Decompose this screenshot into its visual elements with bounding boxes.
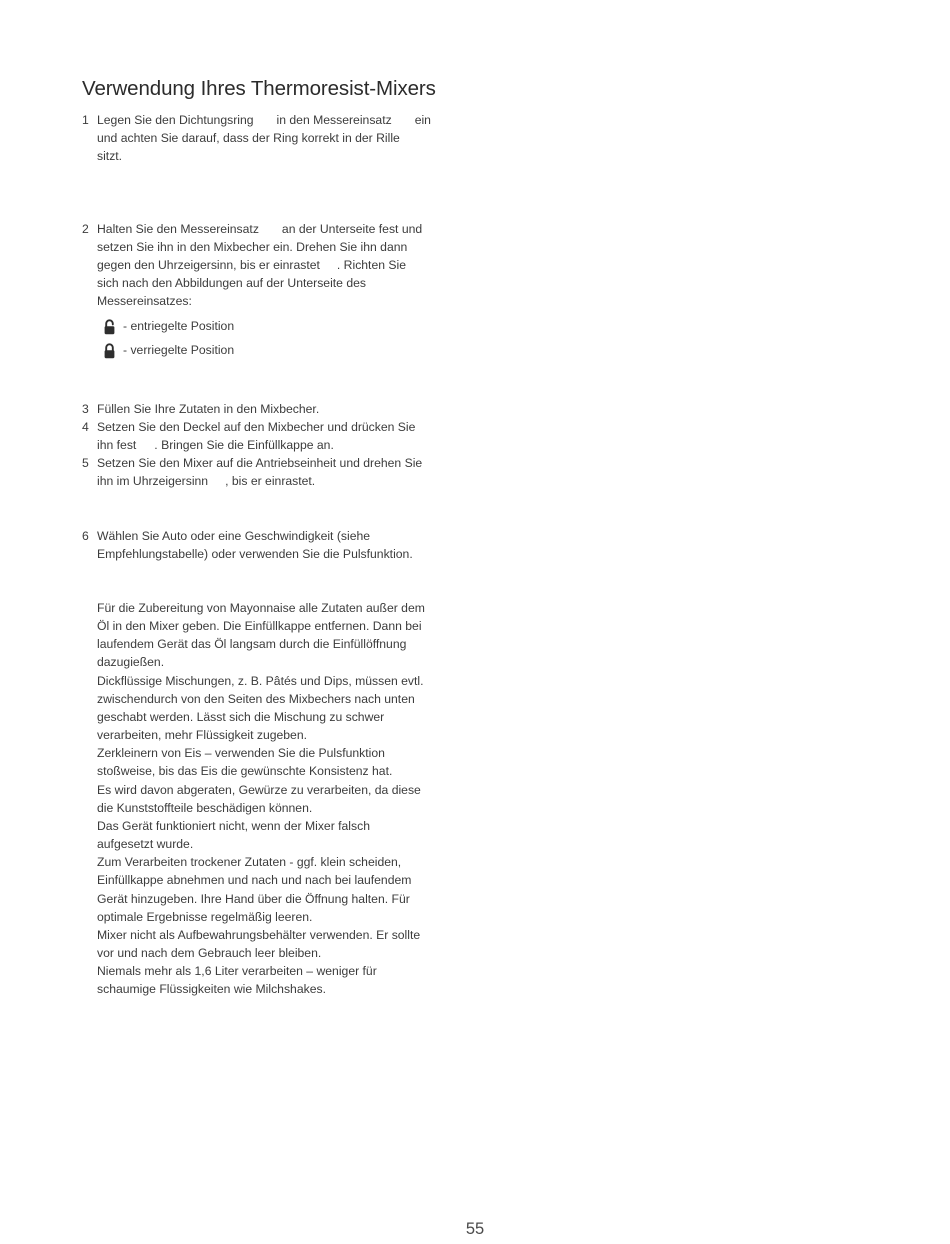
tip-line: geschabt werden. Lässt sich die Mischung zu schwer bbox=[97, 709, 385, 724]
tip-line: schaumige Flüssigkeiten wie Milchshakes. bbox=[97, 982, 326, 997]
tip-line: Mixer nicht als Aufbewahrungsbehälter verwenden. Er sollte bbox=[97, 927, 421, 942]
step-3 bbox=[82, 400, 472, 418]
locked-position-label: - verriegelte Position bbox=[123, 343, 235, 357]
step-line: Füllen Sie Ihre Zutaten in den Mixbecher. bbox=[97, 402, 320, 416]
step-6 bbox=[82, 527, 472, 563]
step-1 bbox=[82, 111, 472, 165]
step-number: 6 bbox=[82, 529, 89, 543]
step-number: 3 bbox=[82, 402, 89, 416]
step-5 bbox=[82, 454, 472, 490]
tip-line: zwischendurch von den Seiten des Mixbechers nach unten bbox=[97, 691, 415, 706]
step-number: 5 bbox=[82, 456, 89, 471]
step-line: Legen Sie den Dichtungsring in den Messereinsatz ein bbox=[97, 113, 431, 127]
locked-position-row bbox=[82, 341, 472, 365]
step-line: Setzen Sie den Mixer auf die Antriebseinheit und drehen Sie bbox=[97, 456, 423, 471]
tip-line: verarbeiten, mehr Flüssigkeit zugeben. bbox=[97, 728, 308, 743]
tip-line: Einfüllkappe abnehmen und nach und nach bei laufendem bbox=[97, 873, 412, 888]
steps-3-5 bbox=[82, 400, 472, 490]
lock-position-legend bbox=[82, 317, 472, 365]
step-line: Halten Sie den Messereinsatz an der Unterseite fest und bbox=[97, 222, 423, 236]
tip-line: dazugießen. bbox=[97, 655, 165, 670]
tip-line: Das Gerät funktioniert nicht, wenn der Mixer falsch bbox=[97, 818, 370, 833]
tip-line: stoßweise, bis das Eis die gewünschte Konsistenz hat. bbox=[97, 764, 393, 779]
tip-line: Zerkleinern von Eis – verwenden Sie die Pulsfunktion bbox=[97, 746, 385, 761]
step-line: Setzen Sie den Deckel auf den Mixbecher und drücken Sie bbox=[97, 420, 416, 435]
tip-line: Es wird davon abgeraten, Gewürze zu verarbeiten, da diese bbox=[97, 782, 421, 797]
step-4 bbox=[82, 418, 472, 454]
usage-tips bbox=[97, 599, 477, 998]
step-number: 2 bbox=[82, 222, 89, 236]
tip-line: die Kunststoffteile beschädigen können. bbox=[97, 800, 313, 815]
tip-line: Dickflüssige Mischungen, z. B. Pâtés und Dips, müssen evtl. bbox=[97, 673, 424, 688]
step-line: Messereinsatzes: bbox=[97, 294, 192, 309]
tip-line: vor und nach dem Gebrauch leer bleiben. bbox=[97, 945, 322, 960]
unlocked-position-row bbox=[82, 317, 472, 341]
tip-line: Gerät hinzugeben. Ihre Hand über die Öffnung halten. Für bbox=[97, 891, 410, 906]
step-line: sich nach den Abbildungen auf der Unterseite des bbox=[97, 276, 366, 291]
step-2 bbox=[82, 220, 472, 310]
tip-line: Niemals mehr als 1,6 Liter verarbeiten – weniger für bbox=[97, 964, 377, 979]
tip-line: Zum Verarbeiten trockener Zutaten - ggf. klein scheiden, bbox=[97, 855, 402, 870]
tip-line: aufgesetzt wurde. bbox=[97, 837, 194, 852]
step-line: ihn im Uhrzeigersinn , bis er einrastet. bbox=[97, 474, 316, 489]
step-number: 1 bbox=[82, 113, 89, 127]
step-line: Wählen Sie Auto oder eine Geschwindigkeit (siehe bbox=[97, 529, 371, 543]
padlock-closed-icon bbox=[104, 343, 115, 359]
step-line: sitzt. bbox=[97, 149, 123, 164]
step-line: gegen den Uhrzeigersinn, bis er einrastet . Richten Sie bbox=[97, 258, 407, 273]
step-line: und achten Sie darauf, dass der Ring korrekt in der Rille bbox=[97, 131, 400, 146]
tip-line: Für die Zubereitung von Mayonnaise alle Zutaten außer dem bbox=[97, 601, 425, 615]
tip-line: Öl in den Mixer geben. Die Einfüllkappe entfernen. Dann bei bbox=[97, 619, 422, 634]
unlocked-position-label: - entriegelte Position bbox=[123, 319, 235, 333]
tip-line: optimale Ergebnisse regelmäßig leeren. bbox=[97, 909, 313, 924]
page-number: 55 bbox=[465, 1220, 485, 1238]
step-line: setzen Sie ihn in den Mixbecher ein. Drehen Sie ihn dann bbox=[97, 240, 408, 255]
step-line: Empfehlungstabelle) oder verwenden Sie die Pulsfunktion. bbox=[97, 547, 413, 562]
tip-line: laufendem Gerät das Öl langsam durch die Einfüllöffnung bbox=[97, 637, 407, 652]
step-number: 4 bbox=[82, 420, 89, 435]
padlock-open-icon bbox=[104, 319, 115, 335]
step-line: ihn fest . Bringen Sie die Einfüllkappe an. bbox=[97, 438, 334, 453]
page-title: Verwendung Ihres Thermoresist-Mixers bbox=[82, 77, 436, 100]
